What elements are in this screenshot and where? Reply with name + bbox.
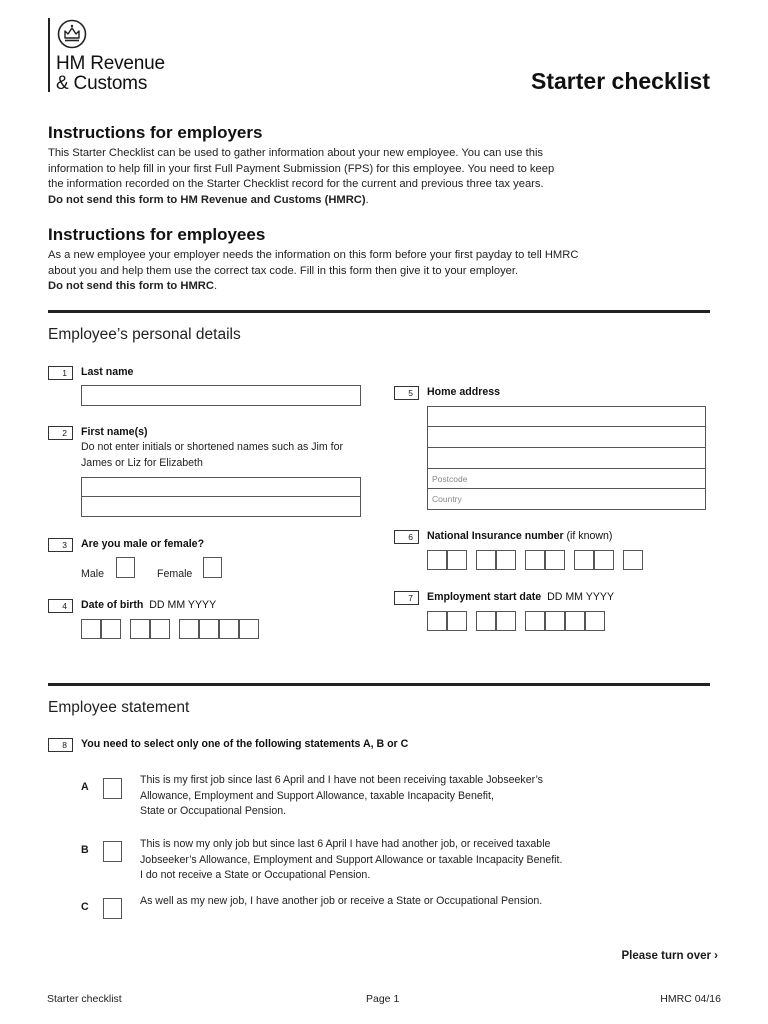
question-3-number: 3 [48, 538, 73, 552]
ni-char-1[interactable] [427, 550, 447, 570]
first-names-input-line-1[interactable] [81, 477, 361, 497]
ni-gap-3 [565, 550, 574, 570]
statement-a-line-2: Allowance, Employment and Support Allowance, taxable Incapacity Benefit, [140, 789, 494, 802]
statement-a-checkbox[interactable] [103, 778, 122, 799]
employers-heading: Instructions for employers [48, 123, 263, 142]
start-date-label-text: Employment start date [427, 591, 542, 603]
gender-label: Are you male or female? [81, 538, 205, 550]
statement-instruction: You need to select only one of the following statements A, B or C [81, 738, 409, 750]
ni-gap-2 [516, 550, 525, 570]
dob-gap-2 [170, 619, 179, 639]
ni-gap-4 [614, 550, 623, 570]
first-names-label: First name(s) [81, 426, 148, 438]
dob-year-1[interactable] [179, 619, 199, 639]
ni-gap-1 [467, 550, 476, 570]
start-date-label [427, 591, 614, 603]
dob-year-4[interactable] [239, 619, 259, 639]
ni-number-label-text: National Insurance number [427, 530, 564, 542]
logo-line-1: HM Revenue [56, 53, 165, 74]
ni-char-2[interactable] [447, 550, 467, 570]
statement-c-line-1: As well as my new job, I have another job or receive a State or Occupational Pension. [140, 895, 543, 907]
start-month-1[interactable] [476, 611, 496, 631]
start-date-format: DD MM YYYY [547, 591, 615, 603]
question-6-number: 6 [394, 530, 419, 544]
question-4-number: 4 [48, 599, 73, 613]
section-divider-2 [48, 683, 710, 686]
postcode-input[interactable] [427, 469, 706, 489]
employees-warning: Do not send this form to HMRC [48, 280, 214, 292]
statement-b-text [140, 837, 600, 884]
ni-number-note: (if known) [566, 530, 613, 542]
first-names-hint-line-2: James or Liz for Elizabeth [81, 456, 203, 469]
statement-b-line-3: I do not receive a State or Occupational Pension. [140, 869, 371, 881]
female-checkbox[interactable] [203, 557, 222, 578]
ni-char-7[interactable] [574, 550, 594, 570]
ni-char-5[interactable] [525, 550, 545, 570]
start-day-2[interactable] [447, 611, 467, 631]
statement-b-line-2: Jobseeker’s Allowance, Employment and Support Allowance or taxable Incapacity Benefit. [140, 853, 563, 866]
employees-line-2: about you and help them use the correct tax code. Fill in this form then give it to your employer. [48, 264, 519, 277]
employers-instructions [48, 146, 718, 208]
section-divider-1 [48, 310, 710, 313]
statement-c-checkbox[interactable] [103, 898, 122, 919]
employees-line-1: As a new employee your employer needs the information on this form before your first payday to tell HMRC [48, 249, 579, 261]
question-8-number: 8 [48, 738, 73, 752]
dob-day-2[interactable] [101, 619, 121, 639]
royal-crest-icon [57, 19, 87, 49]
employers-line-3: the information recorded on the Starter Checklist record for the current and previous three tax years. [48, 178, 544, 190]
dob-gap-1 [121, 619, 130, 639]
statement-c-text [140, 894, 600, 910]
employee-statement-title: Employee statement [48, 699, 190, 716]
start-year-2[interactable] [545, 611, 565, 631]
ni-char-6[interactable] [545, 550, 565, 570]
question-5-number: 5 [394, 386, 419, 400]
hmrc-logo-text [56, 54, 165, 94]
start-month-2[interactable] [496, 611, 516, 631]
postcode-placeholder: Postcode [432, 474, 468, 484]
start-gap-2 [516, 611, 525, 631]
male-label: Male [81, 568, 104, 580]
employers-line-1: This Starter Checklist can be used to gather information about your new employee. You can use this [48, 147, 544, 159]
ni-number-input [427, 550, 643, 570]
statement-a-text [140, 773, 600, 820]
first-names-hint [81, 440, 371, 471]
start-year-3[interactable] [565, 611, 585, 631]
statement-a-line-1: This is my first job since last 6 April and I have not been receiving taxable Jobseeker’s [140, 774, 543, 786]
please-turn-over: Please turn over › [621, 950, 718, 962]
statement-b-line-1: This is now my only job but since last 6 April I have had another job, or received taxable [140, 838, 551, 850]
employees-warning-line: Do not send this form to HMRC. [48, 280, 218, 292]
employees-instructions [48, 248, 718, 295]
footer-form-name: Starter checklist [47, 993, 122, 1005]
question-7-number: 7 [394, 591, 419, 605]
last-name-input[interactable] [81, 385, 361, 406]
home-address-label: Home address [427, 386, 501, 398]
address-line-1-input[interactable] [427, 406, 706, 427]
ni-number-label [427, 530, 612, 542]
employers-warning: Do not send this form to HM Revenue and Customs (HMRC) [48, 193, 366, 206]
employers-warning-line: Do not send this form to HM Revenue and Customs (HMRC). [48, 193, 369, 206]
country-placeholder: Country [432, 494, 462, 504]
ni-char-3[interactable] [476, 550, 496, 570]
question-2-number: 2 [48, 426, 73, 440]
page-title: Starter checklist [531, 68, 710, 94]
last-name-label: Last name [81, 366, 134, 378]
date-of-birth-label-text: Date of birth [81, 599, 144, 611]
statement-a-line-3: State or Occupational Pension. [140, 805, 287, 817]
female-label: Female [157, 568, 193, 580]
male-checkbox[interactable] [116, 557, 135, 578]
dob-month-2[interactable] [150, 619, 170, 639]
date-of-birth-format: DD MM YYYY [149, 599, 217, 611]
question-1-number: 1 [48, 366, 73, 380]
dob-year-2[interactable] [199, 619, 219, 639]
date-of-birth-input [81, 619, 259, 639]
footer-page-number: Page 1 [366, 993, 400, 1005]
first-names-hint-line-1: Do not enter initials or shortened names such as Jim for [81, 441, 344, 453]
logo-divider [48, 18, 50, 92]
dob-year-3[interactable] [219, 619, 239, 639]
start-year-4[interactable] [585, 611, 605, 631]
country-input[interactable] [427, 489, 706, 510]
employees-heading: Instructions for employees [48, 225, 266, 244]
footer-form-version: HMRC 04/16 [660, 993, 721, 1005]
start-date-input [427, 611, 605, 631]
ni-char-4[interactable] [496, 550, 516, 570]
address-line-2-input[interactable] [427, 427, 706, 448]
ni-char-9[interactable] [623, 550, 643, 570]
employers-line-2: information to help fill in your first Full Payment Submission (FPS) for this employee. You need to keep [48, 162, 555, 175]
dob-month-1[interactable] [130, 619, 150, 639]
first-names-input-line-2[interactable] [81, 497, 361, 517]
statement-b-letter: B [81, 844, 89, 856]
statement-b-checkbox[interactable] [103, 841, 122, 862]
personal-details-title: Employee’s personal details [48, 326, 241, 343]
start-day-1[interactable] [427, 611, 447, 631]
dob-day-1[interactable] [81, 619, 101, 639]
ni-char-8[interactable] [594, 550, 614, 570]
address-line-3-input[interactable] [427, 448, 706, 469]
date-of-birth-label [81, 599, 216, 611]
start-gap-1 [467, 611, 476, 631]
start-year-1[interactable] [525, 611, 545, 631]
statement-a-letter: A [81, 781, 89, 793]
logo-line-2: & Customs [56, 73, 148, 94]
statement-c-letter: C [81, 901, 89, 913]
